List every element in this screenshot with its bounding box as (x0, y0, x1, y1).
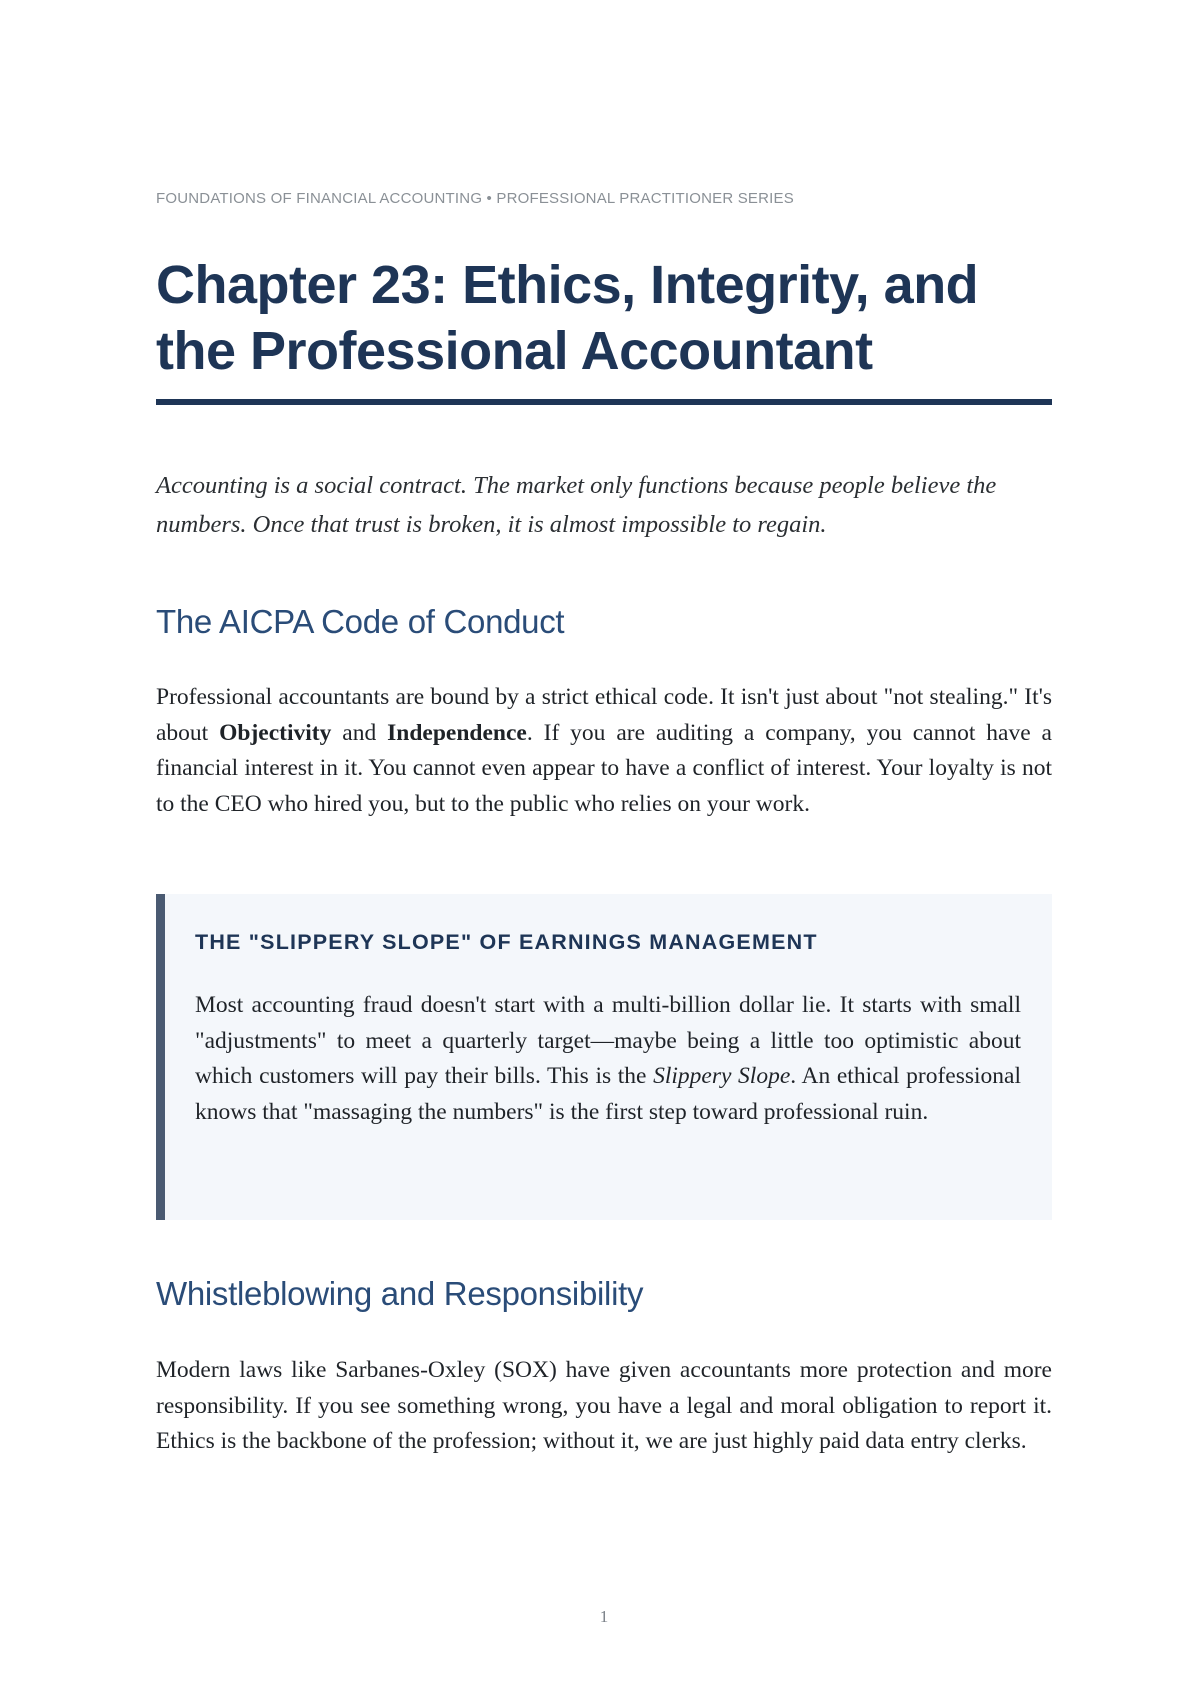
section-heading-aicpa-code: The AICPA Code of Conduct (156, 603, 565, 640)
paragraph-text: . If you are auditing a company, you cannot have a financial interest in it. You cannot even appear to have a conflict of interest. Your loyalty is not to the CEO who hired you, but to the public who relies on your work. (156, 719, 1052, 817)
section-paragraph-whistleblowing: Modern laws like Sarbanes-Oxley (SOX) have given accountants more protection and more responsibility. If you see something wrong, you have a legal and moral obligation to report it. Ethics is the backbone of the profession; without it, we are just highly paid data entry clerks. (156, 1357, 1052, 1454)
callout-text: Most accounting fraud doesn't start with a multi-billion dollar lie. It starts with small "adjustments" to meet a quarterly target—maybe being a little too optimistic about which customers will pay their bills. This is the (195, 992, 1021, 1089)
emphasis-objectivity: Objectivity (219, 719, 332, 746)
callout-text: . An ethical professional knows that "massaging the numbers" is the first step toward professional ruin. (195, 1063, 1021, 1125)
paragraph-text: Professional accountants are bound by a strict ethical code. It isn't just about "not stealing." It's about (156, 684, 1052, 746)
emphasis-independence: Independence (387, 719, 527, 746)
callout-title: THE "SLIPPERY SLOPE" OF EARNINGS MANAGEMENT (195, 930, 818, 954)
section-paragraph-aicpa-code (156, 680, 1052, 822)
title-divider (156, 399, 1052, 405)
chapter-title: Chapter 23: Ethics, Integrity, and the Professional Accountant (156, 255, 979, 381)
page-number: 1 (599, 1607, 609, 1626)
callout-term-slippery-slope: Slippery Slope (653, 1063, 791, 1089)
running-header: FOUNDATIONS OF FINANCIAL ACCOUNTING • PROFESSIONAL PRACTITIONER SERIES (156, 190, 794, 207)
section-heading-whistleblowing: Whistleblowing and Responsibility (156, 1275, 644, 1312)
callout-body (195, 988, 1021, 1130)
chapter-epigraph: Accounting is a social contract. The market only functions because people believe the numbers. Once that trust is broken, it is almost impossible to regain. (156, 472, 997, 538)
callout-box (156, 894, 1052, 1220)
paragraph-text: and (331, 719, 388, 746)
